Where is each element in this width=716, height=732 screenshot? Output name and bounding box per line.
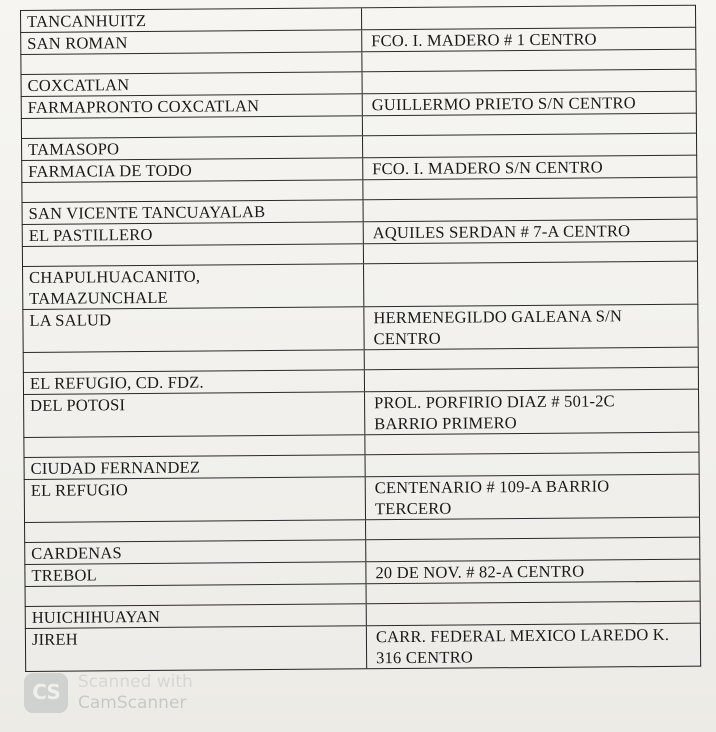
address-cell <box>362 178 698 200</box>
location-cell <box>22 116 362 138</box>
address-cell <box>365 518 701 540</box>
address-cell: CARR. FEDERAL MEXICO LAREDO K. 316 CENTRO <box>366 624 702 669</box>
address-cell <box>363 262 699 307</box>
address-cell <box>362 70 698 94</box>
camscanner-watermark <box>24 672 193 714</box>
location-cell: TREBOL <box>31 565 97 585</box>
location-cell: COXCATLAN <box>27 75 130 95</box>
location-cell: EL REFUGIO, CD. FDZ. <box>29 372 204 393</box>
location-cell: CARDENAS <box>31 543 122 563</box>
location-cell: JIREH <box>31 629 78 649</box>
address-cell <box>363 242 699 264</box>
camscanner-logo-text: CS <box>32 680 60 704</box>
address-cell: 20 DE NOV. # 82-A CENTRO <box>365 560 701 584</box>
address-cell: AQUILES SERDAN # 7-A CENTRO <box>363 220 699 244</box>
table-row <box>25 623 701 672</box>
address-cell <box>362 114 698 136</box>
watermark-line-1: Scanned with <box>78 672 193 692</box>
location-cell: EL PASTILLERO <box>28 224 153 245</box>
location-cell <box>21 52 361 74</box>
location-cell: HUICHIHUAYAN <box>31 606 161 627</box>
pharmacy-address-table <box>20 5 701 672</box>
address-cell: HERMENEGILDO GALEANA S/N CENTRO <box>363 305 699 350</box>
location-cell <box>24 435 364 457</box>
address-cell: CENTENARIO # 109-A BARRIO TERCERO <box>365 475 701 520</box>
address-cell <box>362 134 698 158</box>
address-cell: FCO. I. MADERO S/N CENTRO <box>362 156 698 180</box>
address-cell <box>361 6 697 30</box>
address-cell <box>365 453 701 477</box>
watermark-text <box>78 672 193 714</box>
table-row <box>23 389 699 437</box>
location-cell: LA SALUD <box>29 310 112 330</box>
location-cell: DEL POTOSI <box>30 395 126 415</box>
location-cell: TANCANHUITZ <box>27 11 147 31</box>
address-cell: PROL. PORFIRIO DIAZ # 501-2C BARRIO PRIMERO <box>364 390 700 435</box>
location-cell <box>26 584 366 606</box>
address-cell: GUILLERMO PRIETO S/N CENTRO <box>362 92 698 116</box>
location-cell: SAN VICENTE TANCUAYALAB <box>28 202 266 223</box>
address-cell <box>363 198 699 222</box>
address-cell <box>365 538 701 562</box>
location-cell <box>23 244 363 266</box>
location-cell <box>22 180 362 202</box>
address-cell <box>366 582 702 604</box>
table-row <box>24 474 700 522</box>
watermark-line-2: CamScanner <box>78 693 187 713</box>
location-cell <box>25 520 365 542</box>
address-cell <box>366 602 702 626</box>
address-cell: FCO. I. MADERO # 1 CENTRO <box>361 28 697 52</box>
location-cell: CIUDAD FERNANDEZ <box>30 457 201 478</box>
location-cell: FARMAPRONTO COXCATLAN <box>27 96 260 117</box>
location-cell <box>24 350 364 372</box>
address-cell <box>364 368 700 392</box>
location-cell: CHAPULHUACANITO, TAMAZUNCHALE <box>29 266 201 308</box>
address-cell <box>364 348 700 370</box>
address-cell <box>364 433 700 455</box>
table-row <box>22 261 698 309</box>
camscanner-logo-icon <box>24 673 68 713</box>
table-row <box>22 304 698 352</box>
location-cell: EL REFUGIO <box>30 480 129 500</box>
location-cell: FARMACIA DE TODO <box>28 160 192 181</box>
location-cell: TAMASOPO <box>28 139 120 159</box>
address-cell <box>361 50 697 72</box>
location-cell: SAN ROMAN <box>27 33 128 53</box>
